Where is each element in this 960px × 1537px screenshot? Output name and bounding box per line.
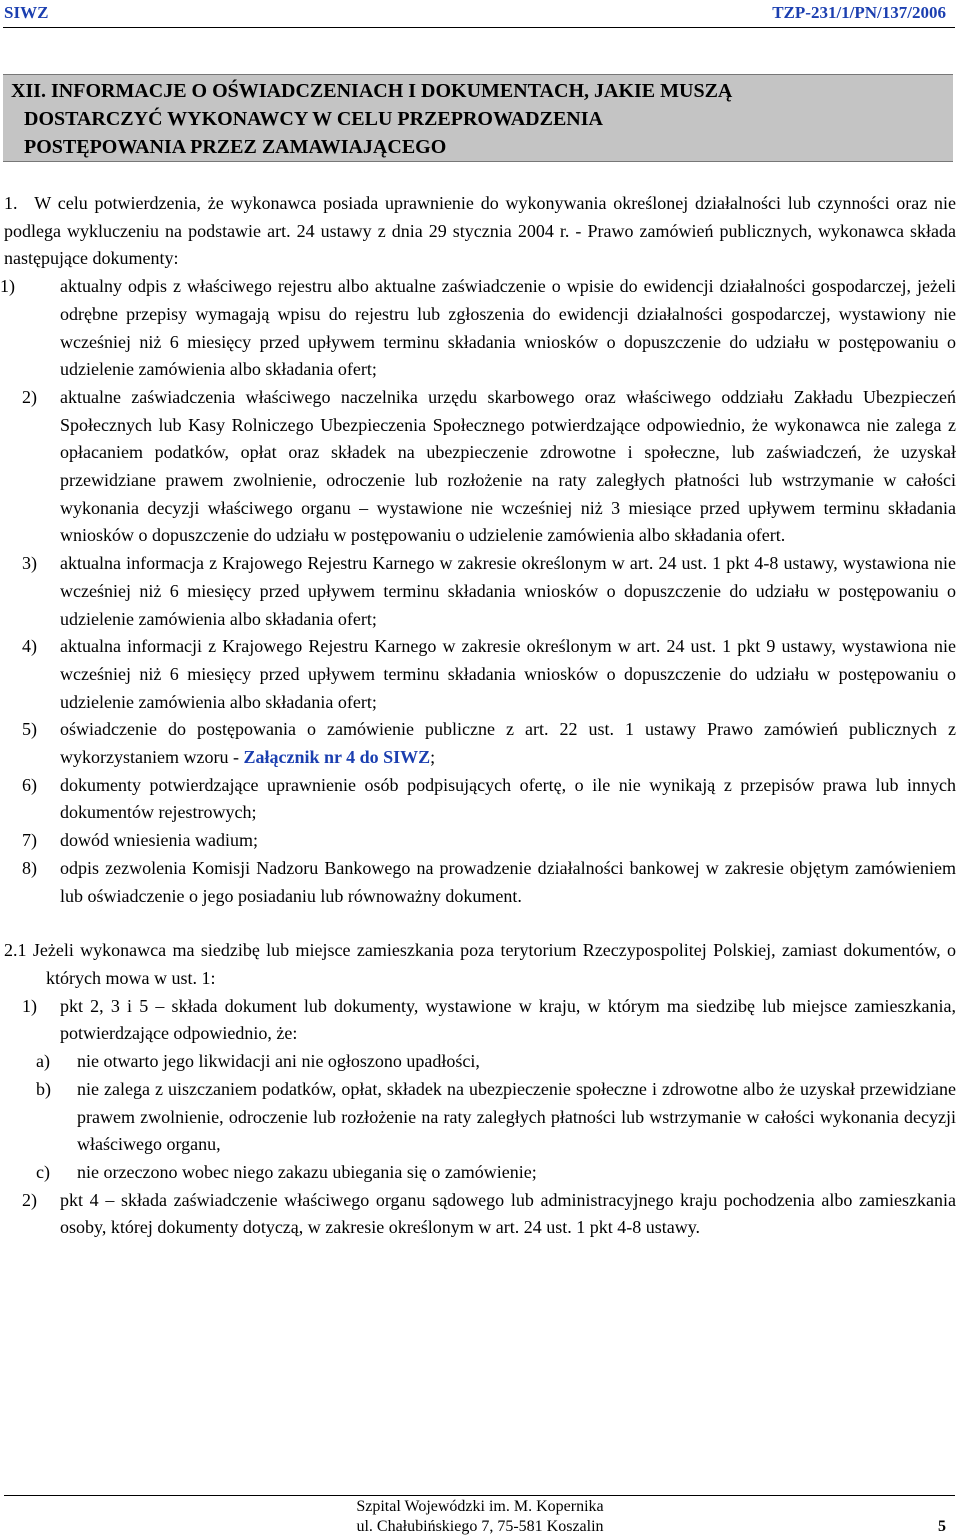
point-2-1-intro: 2.1 Jeżeli wykonawca ma siedzibę lub miejsce zamieszkania poza terytorium Rzeczypospolitej Polskiej, zamiast dokumentów, o których mowa w ust. 1: <box>4 940 956 988</box>
list-item <box>0 273 956 384</box>
list-item <box>4 550 956 633</box>
list-item-number: 2) <box>22 1189 37 1210</box>
sub-list-item-text: nie orzeczono wobec niego zakazu ubiegania się o zamówienie; <box>77 1161 537 1182</box>
document-list <box>0 273 956 910</box>
list-item-number: 5) <box>22 719 37 740</box>
list-item-number: 2) <box>22 386 37 407</box>
footer-divider <box>4 1495 955 1496</box>
list-item-number: 8) <box>22 857 37 878</box>
section-heading-line: DOSTARCZYĆ WYKONAWCY W CELU PRZEPROWADZENIA <box>24 108 603 130</box>
list-item <box>4 716 956 771</box>
list-item <box>4 827 956 855</box>
list-item-text: aktualny odpis z właściwego rejestru albo aktualne zaświadczenie o wpisie do ewidencji działalności gospodarczej, jeżeli odrębne przepisy wymagają wpisu do rejestru lub zgłoszenia do ewidencji działalności gospodarczej, wystawiony nie wcześniej niż 6 miesięcy przed upływem terminu składania wniosków o dopuszczenie do udziału w postępowaniu o udzielenie zamówienia albo składania ofert; <box>60 276 956 380</box>
sub-list-item-letter: c) <box>36 1161 50 1182</box>
list-item-text: aktualna informacji z Krajowego Rejestru Karnego w zakresie określonym w art. 24 ust. 1 pkt 9 ustawy, wystawiona nie wcześniej niż 6 miesięcy przed upływem terminu składania wniosków o dopuszczenie do udziału w postępowaniu o udzielenie zamówienia albo składania ofert; <box>60 636 956 712</box>
header-doc-label: SIWZ <box>4 3 49 22</box>
list-item-text: aktualne zaświadczenia właściwego naczelnika urzędu skarbowego oraz właściwego oddziału Zakładu Ubezpieczeń Społecznych lub Kasy Rolniczego Ubezpieczenia Społecznego potwierdzające odpowiednio, że wykonawca nie zalega z opłacaniem podatków, opłat oraz składek na ubezpieczenie zdrowotne i społeczne, lub zaświadczeń, że uzyskał przewidziane prawem zwolnienie, odroczenie lub rozłożenie na raty zaległych płatności lub wstrzymanie w całości wykonania decyzji właściwego organu – wystawione nie wcześniej niż 3 miesiące przed upływem terminu składania wniosków o dopuszczenie do udziału w postępowaniu o udzielenie zamówienia albo składania ofert. <box>60 386 956 546</box>
point-1-text: W celu potwierdzenia, że wykonawca posiada uprawnienie do wykonywania określonej działalności lub czynności oraz nie podlega wykluczeniu na podstawie art. 24 ustawy z dnia 29 stycznia 2004 r. - Prawo zamówień publicznych, wykonawca składa następujące dokumenty: <box>4 193 956 269</box>
list-item <box>4 993 956 1048</box>
footer-institution: Szpital Wojewódzki im. M. Kopernika <box>356 1498 604 1515</box>
list-item-number: 3) <box>22 553 37 574</box>
list-item-text: pkt 2, 3 i 5 – składa dokument lub dokumenty, wystawione w kraju, w którym ma siedzibę lub miejsce zamieszkania, potwierdzające odpowiednio, że: <box>60 995 956 1044</box>
list-item <box>4 772 956 827</box>
list-item-number: 1) <box>22 995 37 1016</box>
sub-list-item <box>4 1076 956 1159</box>
list-item-text: pkt 4 – składa zaświadczenie właściwego organu sądowego lub administracyjnego kraju pochodzenia albo zamieszkania osoby, której dokumenty dotyczą, w zakresie określonym w art. 24 ust. 1 pkt 4-8 ustawy. <box>60 1189 956 1238</box>
sub-list-item-letter: b) <box>36 1078 51 1099</box>
paragraph-spacer <box>4 910 956 937</box>
list-item-text: aktualna informacja z Krajowego Rejestru Karnego w zakresie określonym w art. 24 ust. 1 pkt 4-8 ustawy, wystawiona nie wcześniej niż 6 miesięcy przed upływem terminu składania wniosków o dopuszczenie do udziału w postępowaniu o udzielenie zamówienia albo składania ofert; <box>60 553 956 629</box>
list-item-text: dowód wniesienia wadium; <box>60 830 258 851</box>
sub-list-item <box>4 1159 956 1187</box>
section-heading <box>3 74 953 162</box>
header-reference-number: TZP-231/1/PN/137/2006 <box>772 3 946 22</box>
list-item-text: dokumenty potwierdzające uprawnienie osób podpisujących ofertę, o ile nie wynikają z przepisów prawa lub innych dokumentów rejestrowych; <box>60 774 956 823</box>
sub-list-item-text: nie zalega z uiszczaniem podatków, opłat, składek na ubezpieczenie społeczne i zdrowotne albo że uzyskał przewidziane prawem zwolnienie, odroczenie lub rozłożenie na raty zaległych płatności lub wstrzymanie w całości wykonania decyzji właściwego organu, <box>77 1078 956 1155</box>
point-1-number: 1. <box>4 193 18 213</box>
list-item <box>4 633 956 716</box>
list-item-number: 4) <box>22 636 37 657</box>
list-item <box>4 384 956 550</box>
sub-list-item-text: nie otwarto jego likwidacji ani nie ogłoszono upadłości, <box>77 1051 480 1072</box>
section-heading-line: XII. INFORMACJE O OŚWIADCZENIACH I DOKUMENTACH, JAKIE MUSZĄ <box>11 80 733 102</box>
list-item <box>4 855 956 910</box>
header-divider <box>3 27 955 28</box>
point-1-intro <box>4 190 956 273</box>
attachment-link[interactable]: Załącznik nr 4 do SIWZ <box>243 747 431 768</box>
sub-list-item-letter: a) <box>36 1051 50 1072</box>
document-body <box>0 190 956 1242</box>
list-item <box>4 1187 956 1242</box>
list-item-text: odpis zezwolenia Komisji Nadzoru Bankowego na prowadzenie działalności bankowej w zakresie objętym zamówieniem lub oświadczenie o jego posiadaniu lub równoważny dokument. <box>60 857 956 906</box>
section-heading-line: POSTĘPOWANIA PRZEZ ZAMAWIAJĄCEGO <box>24 136 447 158</box>
sub-list-item <box>4 1048 956 1076</box>
page-number: 5 <box>938 1518 946 1535</box>
list-item-text: oświadczenie do postępowania o zamówienie publiczne z art. 22 ust. 1 ustawy Prawo zamówień publicznych z wykorzystaniem wzoru - <box>60 719 956 768</box>
list-item-number: 1) <box>0 276 15 297</box>
footer-address: ul. Chałubińskiego 7, 75-581 Koszalin <box>356 1518 604 1535</box>
list-item-number: 7) <box>22 830 37 851</box>
list-item-number: 6) <box>22 774 37 795</box>
list-item-text-end: ; <box>430 747 436 768</box>
